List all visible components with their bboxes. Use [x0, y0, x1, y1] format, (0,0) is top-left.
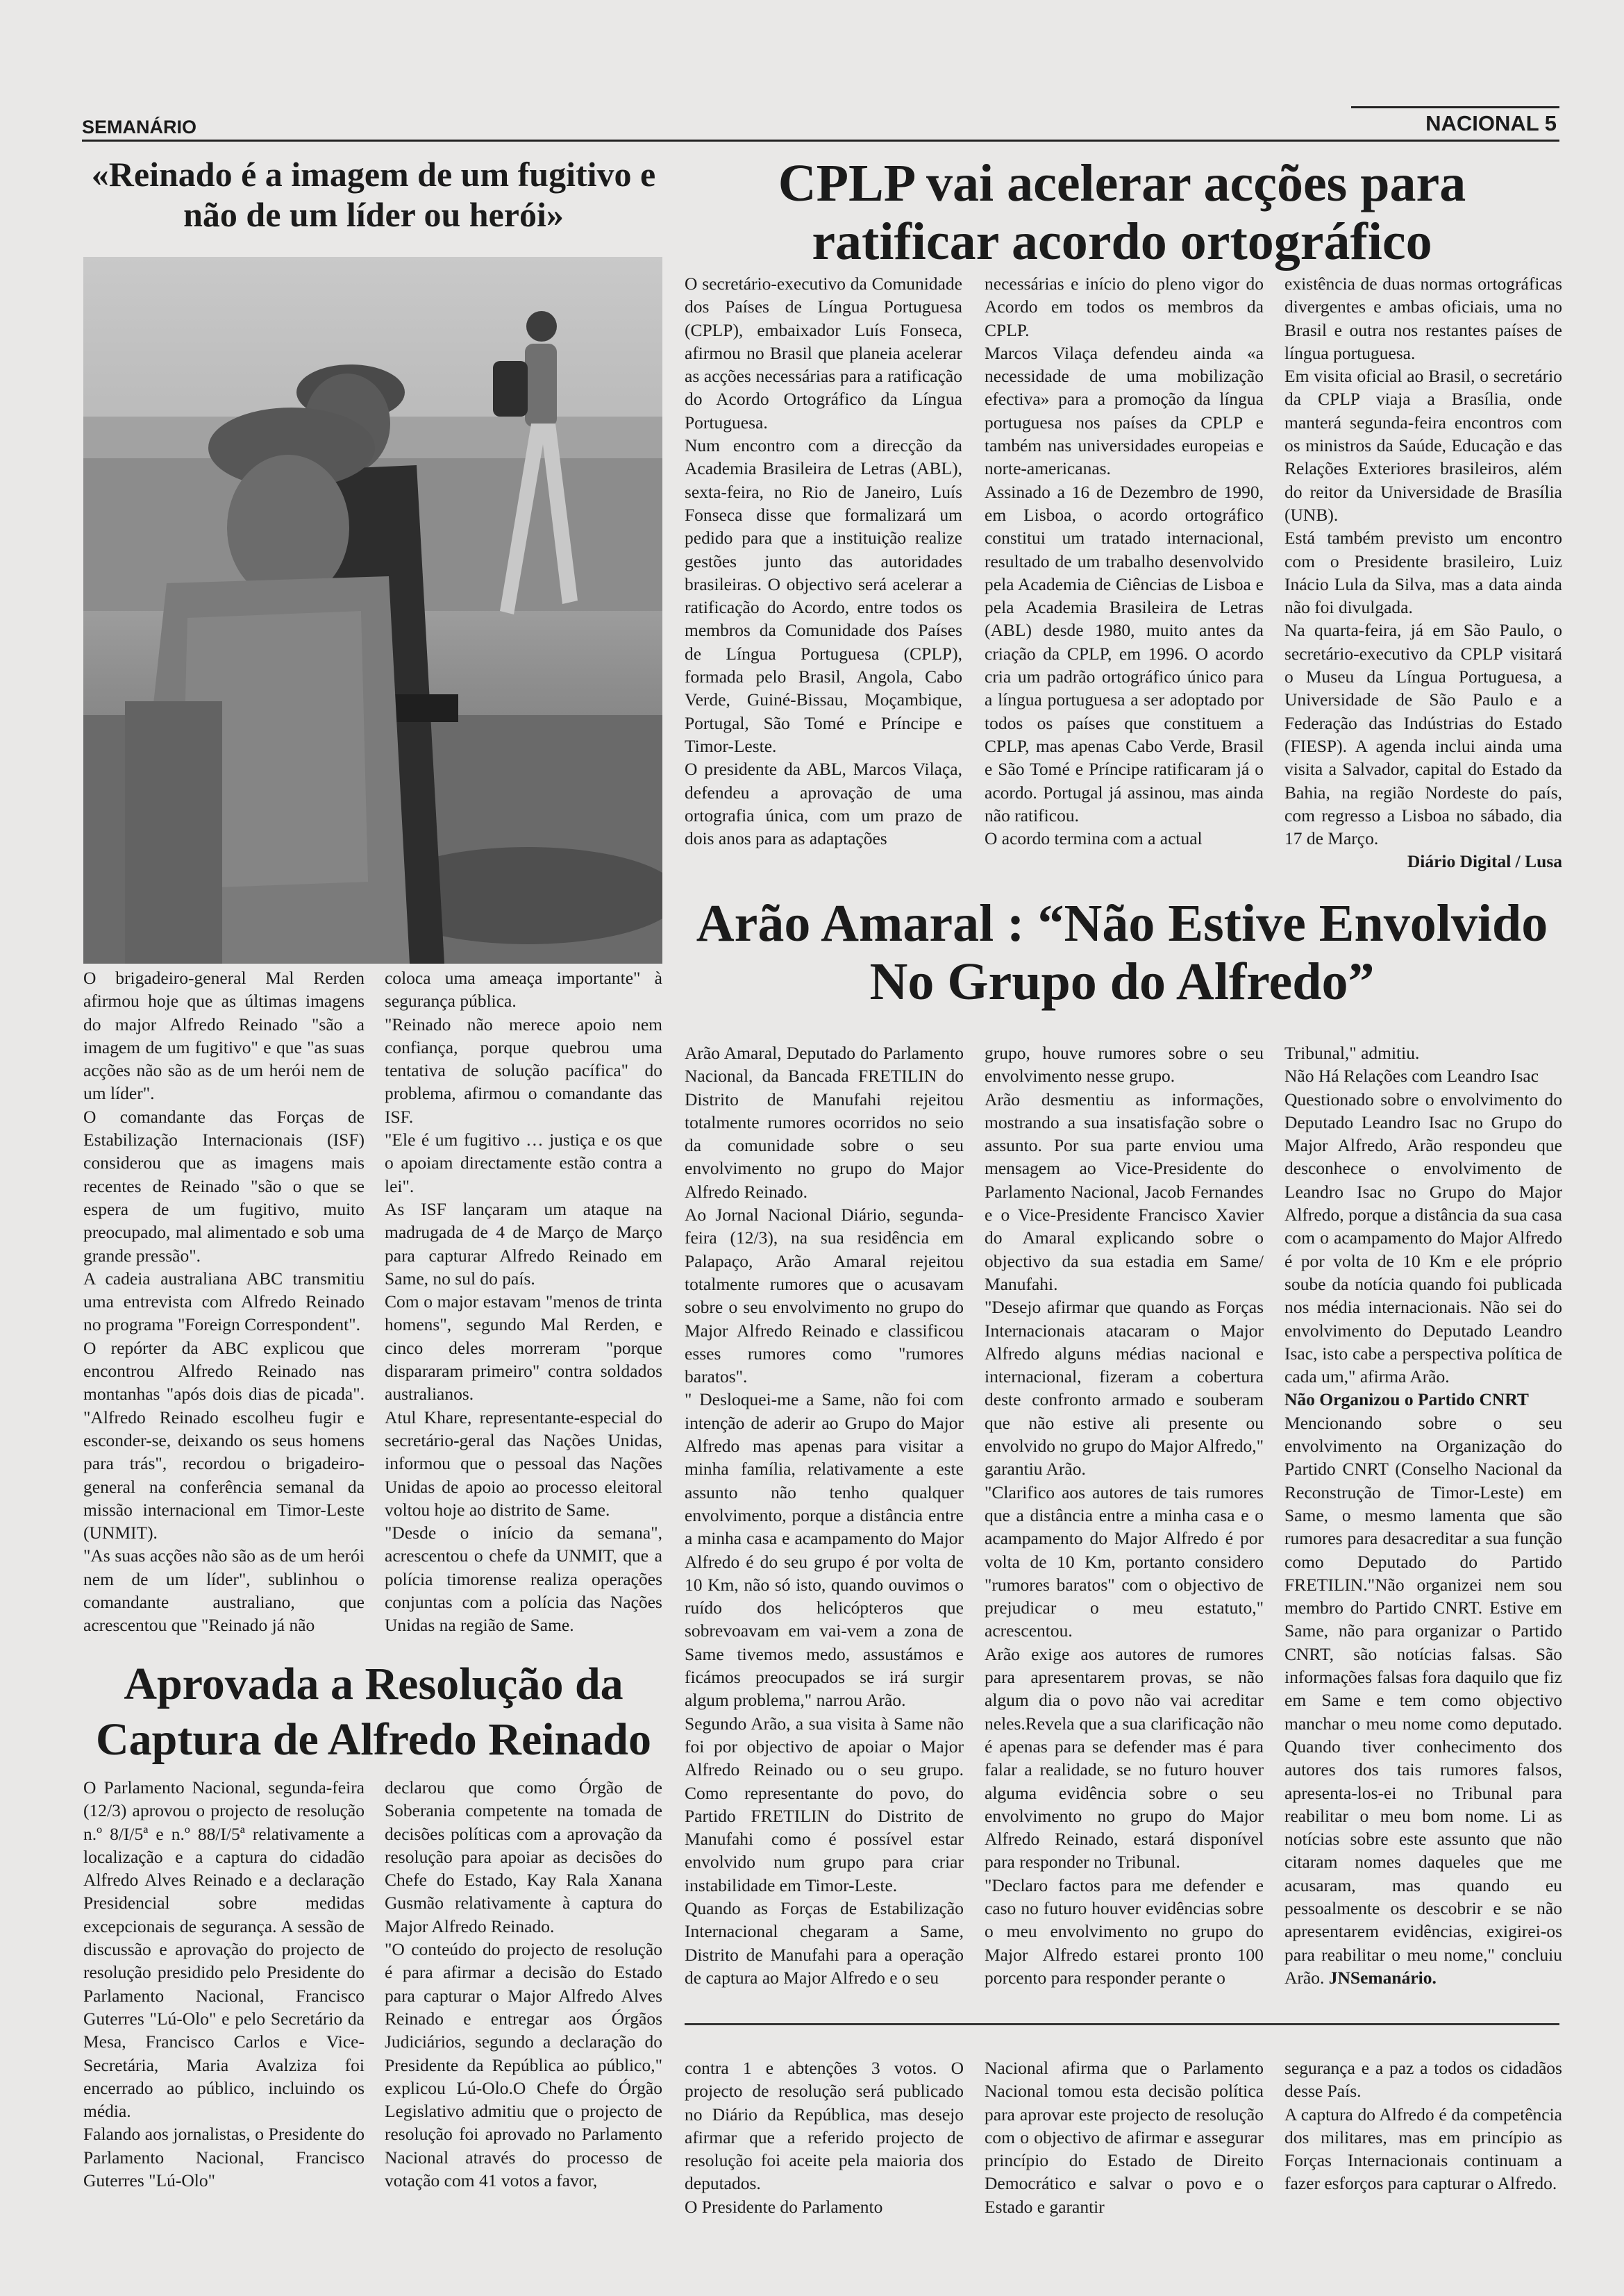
article3-col3 [1284, 1041, 1562, 1989]
article1-col2 [385, 966, 662, 1637]
photo-soldiers-icon [83, 257, 662, 964]
paragraph: "O conteúdo do projecto de resolução é para afirmar a decisão do Estado para capturar o Major Alfredo Alves Reinado e entregar aos Órgãos Judiciários, segundo a declaração do Presidente da República ao público," explicou Lú-Olo.O Chefe do Órgão Legislativo admitiu que o projecto de resolução foi aprovado no Parlamento Nacional através do processo de votação com 41 votos a favor, [385, 1939, 662, 2191]
paragraph: declarou que como Órgão de Soberania competente na tomada de decisões políticas com a aprovação da resolução para apoiar as decisões do Chefe do Estado, Kay Rala Xanana Gusmão relativamente à captura do Major Alfredo Reinado. [385, 1777, 662, 1936]
paragraph: "Desejo afirmar que quando as Forças Internacionais atacaram o Major Alfredo alguns médias nacional e internacional, fizeram a cobertura deste confronto armado e souberam que não estive ali presente ou envolvido no grupo do Major Alfredo," garantiu Arão. [985, 1297, 1264, 1480]
paragraph: O presidente da ABL, Marcos Vilaça, defendeu a aprovação de uma ortografia única, com um prazo de dois anos para as adaptações [685, 759, 962, 849]
subheading: Não Organizou o Partido CNRT [1284, 1389, 1529, 1410]
paragraph: Arão Amaral, Deputado do Parlamento Nacional, da Bancada FRETILIN do Distrito de Manufahi rejeitou totalmente rumores ocorridos no seio da comunidade sobre o seu envolvimento no grupo do Major Alfredo Reinado. [685, 1043, 964, 1202]
paragraph: segurança e a paz a todos os cidadãos desse País. [1284, 2058, 1562, 2102]
paragraph: O brigadeiro-general Mal Rerden afirmou hoje que as últimas imagens do major Alfredo Reinado "são a imagem de um fugitivo" e que "as suas acções não são as de um herói nem de um líder". [83, 968, 365, 1104]
article4-col4 [985, 2056, 1264, 2218]
article2-col2 [985, 272, 1264, 850]
article2-col1 [685, 272, 962, 850]
paragraph: O Parlamento Nacional, segunda-feira (12/3) aprovou o projecto de resolução n.º 8/I/5ª e n.º 88/I/5ª relativamente a localização e a captura do cidadão Alfredo Alves Reinado e a declaração Presidencial sobre medidas excepcionais de segurança. A sessão de discussão e aprovação do projecto de resolução presidido pelo Presidente do Parlamento Nacional, Francisco Guterres "Lú-Olo" e pelo Secretário da Mesa, Francisco Carlos e Vice-Secretária, Maria Avalziza foi encerrado ao público, incluindo os média. [83, 1777, 365, 2122]
paragraph: "Desde o início da semana", acrescentou o chefe da UNMIT, que a polícia timorense realiza operações conjuntas com a polícia das Nações Unidas na região de Same. [385, 1523, 662, 1636]
paragraph: Nacional afirma que o Parlamento Nacional tomou esta decisão política para aprovar este projecto de resolução com o objectivo de afirmar e assegurar princípio do Estado de Direito Democrático e salvar o povo e o Estado e garantir [985, 2058, 1264, 2217]
paragraph: Segundo Arão, a sua visita à Same não foi por objectivo de apoiar o Major Alfredo Reinado ou o seu grupo. Como representante do povo, do Partido FRETILIN do Distrito de Manufahi como é possível estar envolvido num grupo para criar instabilidade em Timor-Leste. [685, 1713, 964, 1895]
paragraph: Num encontro com a direcção da Academia Brasileira de Letras (ABL), sexta-feira, no Rio de Janeiro, Luís Fonseca disse que formalizará um pedido para que a instituição realize gestões junto das autoridades brasileiras. O objectivo será acelerar a ratificação do Acordo, entre todos os membros da Comunidade dos Países de Língua Portuguesa (CPLP), formada pelo Brasil, Angola, Cabo Verde, Guiné-Bissau, Moçambique, Portugal, São Tomé e Príncipe e Timor-Leste. [685, 435, 962, 756]
paragraph: Arão exige aos autores de rumores para apresentarem provas, se não algum dia o povo não vai acreditar neles.Revela que a sua clarificação não é apenas para se defender mas é para falar a realidade, se no futuro houver alguma evidência sobre o seu envolvimento no grupo do Major Alfredo Reinado, estará disponível para responder no Tribunal. [985, 1643, 1264, 1872]
paragraph: "Ele é um fugitivo … justiça e os que o apoiam directamente estão contra a lei". [385, 1130, 662, 1196]
subheading: Não Há Relações com Leandro Isac [1284, 1066, 1539, 1087]
paragraph: O Presidente do Parlamento [685, 2196, 883, 2217]
article2-headline: CPLP vai acelerar acções para ratificar acordo ortográfico [778, 154, 1466, 271]
masthead-left: SEMANÁRIO [82, 117, 197, 137]
paragraph: Está também previsto um encontro com o Presidente brasileiro, Luiz Inácio Lula da Silva, mas a data ainda não foi divulgada. [1284, 528, 1562, 618]
section-divider [685, 2023, 1559, 2025]
paragraph: Ao Jornal Nacional Diário, segunda-feira (12/3), na sua residência em Palapaço, Arão Amaral rejeitou totalmente rumores que o acusavam sobre o seu envolvimento no grupo do Major Alfredo Reinado e classificou esses rumores como "rumores baratos". [685, 1205, 964, 1387]
paragraph: "Declaro factos para me defender e caso no futuro houver evidências sobre o meu envolvimento no grupo do Major Alfredo estarei pronto 100 porcento para responder perante o [985, 1875, 1264, 1988]
article4-col2 [385, 1776, 662, 2192]
article1-headline: «Reinado é a imagem de um fugitivo e não de um líder ou herói» [91, 155, 656, 234]
article2-col3 [1284, 272, 1562, 873]
paragraph: grupo, houve rumores sobre o seu envolvimento nesse grupo. [985, 1043, 1264, 1087]
paragraph: coloca uma ameaça importante" à segurança pública. [385, 968, 662, 1012]
article4-col5 [1284, 2056, 1562, 2195]
paragraph: As ISF lançaram um ataque na madrugada de 4 de Março de Março para capturar Alfredo Reinado em Same, no sul do país. [385, 1198, 662, 1289]
article4-col3 [685, 2056, 964, 2218]
paragraph: "As suas acções não são as de um herói nem de um líder", sublinhou o comandante australiano, que acrescentou que "Reinado já não [83, 1545, 365, 1636]
paragraph: Questionado sobre o envolvimento do Deputado Leandro Isac no Grupo do Major Alfredo, Arão respondeu que desconhece o envolvimento de Leandro Isac no Grupo do Major Alfredo, porque a distância da sua casa com o acampamento do Major Alfredo é por volta de 10 Km e ele próprio soube da notícia quando foi publicada nos média internacionais. Não sei do envolvimento do Deputado Leandro Isac, isto cabe a perspectiva política de cada um," afirma Arão. [1284, 1089, 1562, 1387]
paragraph: necessárias e início do pleno vigor do Acordo em todos os membros da CPLP. [985, 274, 1264, 340]
article1-col1 [83, 966, 365, 1637]
paragraph: Mencionando sobre o seu envolvimento na Organização do Partido CNRT (Conselho Nacional da Reconstrução de Timor-Leste) em Same, o mesmo lamenta que são rumores para desacreditar a sua função como Deputado do Partido FRETILIN."Não organizei nem sou membro do Partido CNRT. Estive em Same, não para organizar o Partido CNRT, são notícias falsas. São informações falsas fora daquilo que fiz em Same e tem como objectivo manchar o meu nome como deputado. Quando tiver conhecimento dos autores dos tais rumores falsos, apresenta-los-ei no Tribunal para reabilitar o meu bom nome. Li as notícias sobre este assunto que não citaram nomes daqueles que me acusaram, mas quando eu pessoalmente os descobrir e se não apresentarem evidências, exigirei-os para reabilitar o meu nome," concluiu Arão. JNSemanário. [1284, 1412, 1562, 1988]
article2-credit: Diário Digital / Lusa [1407, 851, 1562, 872]
paragraph: O secretário-executivo da Comunidade dos Países de Língua Portuguesa (CPLP), embaixador Luís Fonseca, afirmou no Brasil que planeia acelerar as acções necessárias para a ratificação do Acordo Ortográfico da Língua Portuguesa. [685, 274, 962, 433]
article4-col1 [83, 1776, 365, 2192]
paragraph: Quando as Forças de Estabilização Internacional chegaram a Same, Distrito de Manufahi para a operação de captura ao Major Alfredo e o seu [685, 1897, 964, 1988]
article1-photo [83, 257, 662, 964]
article3-col2 [985, 1041, 1264, 1989]
article3-headline: Arão Amaral : “Não Estive Envolvido No Grupo do Alfredo” [696, 894, 1548, 1011]
masthead-rule [82, 140, 1559, 142]
article3-col1 [685, 1041, 964, 1989]
paragraph: Arão desmentiu as informações, mostrando a sua insatisfação sobre o assunto. Por sua parte enviou uma mensagem ao Vice-Presidente do Parlamento Nacional, Jacob Fernandes e o Vice-Presidente Francisco Xavier do Amaral explicando sobre o objectivo da sua estadia em Same/ Manufahi. [985, 1089, 1264, 1294]
paragraph: O repórter da ABC explicou que encontrou Alfredo Reinado nas montanhas "após dois dias de picada". "Alfredo Reinado escolheu fugir e esconder-se, deixando os seus homens para trás", recordou o brigadeiro-general na conferência semanal da missão internacional em Timor-Leste (UNMIT). [83, 1337, 365, 1543]
paragraph: Tribunal," admitiu. [1284, 1043, 1420, 1063]
masthead-right-rule [1351, 106, 1559, 108]
paragraph: contra 1 e abtenções 3 votos. O projecto de resolução será publicado no Diário da República, mas desejo afirmar que a referido projecto de resolução foi aceite pela maioria dos deputados. [685, 2058, 964, 2194]
paragraph: Em visita oficial ao Brasil, o secretário da CPLP viaja a Brasília, onde manterá segunda-feira encontros com os ministros da Saúde, Educação e das Relações Exteriores brasileiros, além do reitor da Universidade de Brasília (UNB). [1284, 366, 1562, 525]
masthead-right: NACIONAL 5 [1425, 111, 1557, 135]
article4-headline: Aprovada a Resolução da Captura de Alfredo Reinado [96, 1659, 651, 1765]
paragraph: A captura do Alfredo é da competência dos militares, mas em princípio as Forças Internacionais continuam a fazer esforços para capturar o Alfredo. [1284, 2104, 1562, 2194]
article3-credit: JNSemanário. [1328, 1967, 1437, 1988]
paragraph: Na quarta-feira, já em São Paulo, o secretário-executivo da CPLP visitará o Museu da Língua Portuguesa, a Universidade de São Paulo e a Federação das Indústrias do Estado (FIESP). A agenda inclui ainda uma visita a Salvador, capital do Estado da Bahia, na região Nordeste do país, com regresso a Lisboa no sábado, dia 17 de Março. [1284, 620, 1562, 849]
paragraph: Assinado a 16 de Dezembro de 1990, em Lisboa, o acordo ortográfico constitui um tratado internacional, resultado de um trabalho desenvolvido pela Academia de Ciências de Lisboa e pela Academia Brasileira de Letras (ABL) desde 1980, muito antes da criação da CPLP, em 1996. O acordo cria um padrão ortográfico único para a língua portuguesa a ser adoptado por todos os países que constituem a CPLP, mas apenas Cabo Verde, Brasil e São Tomé e Príncipe ratificaram já o acordo. Portugal já assinou, mas ainda não ratificou. [985, 481, 1264, 826]
paragraph: A cadeia australiana ABC transmitiu uma entrevista com Alfredo Reinado no programa "Foreign Correspondent". [83, 1268, 365, 1335]
paragraph: "Reinado não merece apoio nem confiança, porque quebrou uma tentativa de solução pacífica" do problema, afirmou o comandante das ISF. [385, 1014, 662, 1127]
paragraph: Com o major estavam "menos de trinta homens", segundo Mal Rerden, e cinco deles morreram "porque dispararam primeiro" contra soldados australianos. [385, 1291, 662, 1405]
paragraph: Atul Khare, representante-especial do secretário-geral das Nações Unidas, informou que o pessoal das Nações Unidas de apoio ao processo eleitoral voltou hoje ao distrito de Same. [385, 1407, 662, 1520]
paragraph: "Clarifico aos autores de tais rumores que a distância entre a minha casa e o acampamento do Major Alfredo é por volta de 10 Km, portanto considero "rumores baratos" com o objectivo de prejudicar o meu estatuto," acrescentou. [985, 1482, 1264, 1641]
paragraph: existência de duas normas ortográficas divergentes e ambas oficiais, uma no Brasil e outra nos restantes países de língua portuguesa. [1284, 274, 1562, 363]
paragraph: " Desloquei-me a Same, não foi com intenção de aderir ao Grupo do Major Alfredo mas apenas para visitar a minha família, relativamente a este assunto não tenho qualquer envolvimento, porque a distância entre a minha casa e acampamento do Major Alfredo é do seu grupo é por volta de 10 Km, não só isto, quando ouvimos o ruído dos helicópteros que sobrevoavam em vai-vem a zona de Same tivemos medo, assustámos e ficámos preocupados se irá surgir algum problema," narrou Arão. [685, 1389, 964, 1711]
paragraph: O acordo termina com a actual [985, 828, 1203, 849]
paragraph: Falando aos jornalistas, o Presidente do Parlamento Nacional, Francisco Guterres "Lú-Olo" [83, 2124, 365, 2191]
paragraph: O comandante das Forças de Estabilização Internacionais (ISF) considerou que as imagens mais recentes de Reinado "são o que se espera de um fugitivo, muito preocupado, mal alimentado e sob uma grande pressão". [83, 1106, 365, 1266]
paragraph: Marcos Vilaça defendeu ainda «a necessidade de uma mobilização efectiva» para a promoção da língua portuguesa nos países da CPLP e também nas universidades europeias e norte-americanas. [985, 342, 1264, 479]
